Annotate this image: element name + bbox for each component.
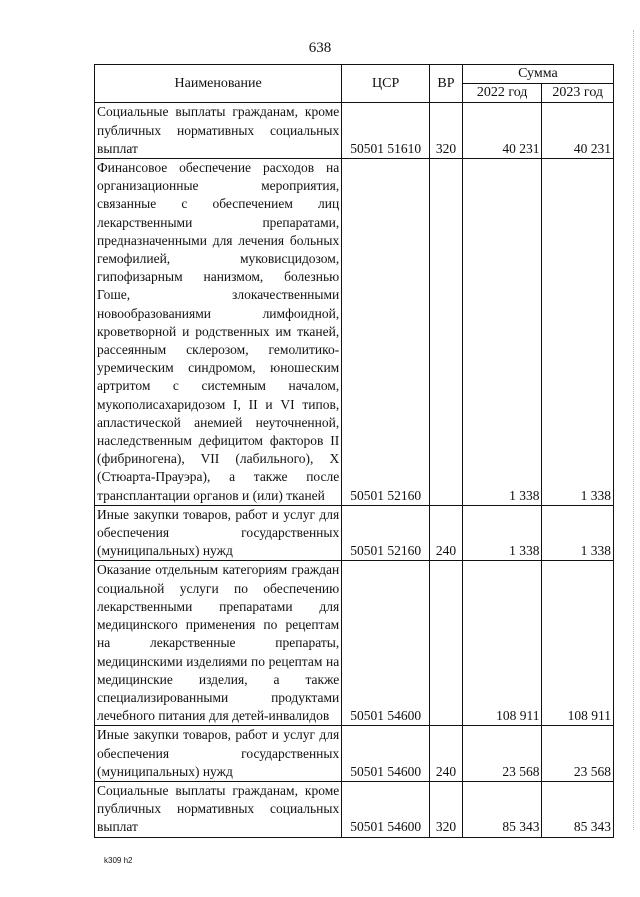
row-sum-2022: 23 568 <box>462 726 542 782</box>
header-sum: Сумма <box>462 65 613 84</box>
row-name: Оказание отдельным категориям граждан социальной услуги по обеспечению лекарственными препаратами для медицинского применения по рецептам на лекарственные препараты, медицинскими изделиями по рецептам на медицинские изделия, а также специализированными продуктами лечебного питания для детей-инвалидов <box>95 561 342 726</box>
table-row <box>95 561 614 726</box>
row-sum-2023: 1 338 <box>542 159 614 506</box>
row-name: Иные закупки товаров, работ и услуг для обеспечения государственных (муниципальных) нужд <box>95 505 342 561</box>
row-sum-2022: 1 338 <box>462 505 542 561</box>
table-row <box>95 103 614 159</box>
footer-code: k309 h2 <box>104 856 133 865</box>
row-name: Иные закупки товаров, работ и услуг для обеспечения государственных (муниципальных) нужд <box>95 726 342 782</box>
table-row <box>95 159 614 506</box>
row-name: Социальные выплаты гражданам, кроме публичных нормативных социальных выплат <box>95 781 342 837</box>
table-row <box>95 781 614 837</box>
row-csr: 50501 54600 <box>342 561 430 726</box>
header-year-2022: 2022 год <box>462 84 542 103</box>
table-row <box>95 726 614 782</box>
row-sum-2023: 85 343 <box>542 781 614 837</box>
row-csr: 50501 51610 <box>342 103 430 159</box>
row-sum-2023: 23 568 <box>542 726 614 782</box>
row-name: Финансовое обеспечение расходов на организационные мероприятия, связанные с обеспечением лиц лекарственными препаратами, предназначенными для лечения больных гемофилией, муковисцидозом, гипофизарным нанизмом, болезнью Гоше, злокачественными новообразованиями лимфоидной, кроветворной и родственных им тканей, рассеянным склерозом, гемолитико-уремическим синдромом, юношеским артритом с системным началом, мукополисахаридозом I, II и VI типов, апластической анемией неуточненной, наследственным дефицитом факторов II (фибриногена), VII (лабильного), X (Стюарта-Прауэра), а также после трансплантации органов и (или) тканей <box>95 159 342 506</box>
row-csr: 50501 52160 <box>342 159 430 506</box>
row-csr: 50501 54600 <box>342 781 430 837</box>
header-vr: ВР <box>430 65 463 103</box>
table-row <box>95 505 614 561</box>
budget-table <box>94 64 614 838</box>
row-sum-2022: 40 231 <box>462 103 542 159</box>
page-number: 638 <box>308 40 332 56</box>
scan-margin-line <box>633 30 634 830</box>
row-sum-2023: 40 231 <box>542 103 614 159</box>
row-vr: 240 <box>430 726 463 782</box>
header-name: Наименование <box>95 65 342 103</box>
row-vr <box>430 159 463 506</box>
row-vr: 320 <box>430 781 463 837</box>
row-sum-2022: 85 343 <box>462 781 542 837</box>
row-csr: 50501 52160 <box>342 505 430 561</box>
row-sum-2022: 1 338 <box>462 159 542 506</box>
row-name: Социальные выплаты гражданам, кроме публичных нормативных социальных выплат <box>95 103 342 159</box>
row-csr: 50501 54600 <box>342 726 430 782</box>
row-sum-2023: 1 338 <box>542 505 614 561</box>
row-vr: 320 <box>430 103 463 159</box>
row-sum-2022: 108 911 <box>462 561 542 726</box>
row-sum-2023: 108 911 <box>542 561 614 726</box>
header-year-2023: 2023 год <box>542 84 614 103</box>
row-vr: 240 <box>430 505 463 561</box>
row-vr <box>430 561 463 726</box>
header-csr: ЦСР <box>342 65 430 103</box>
